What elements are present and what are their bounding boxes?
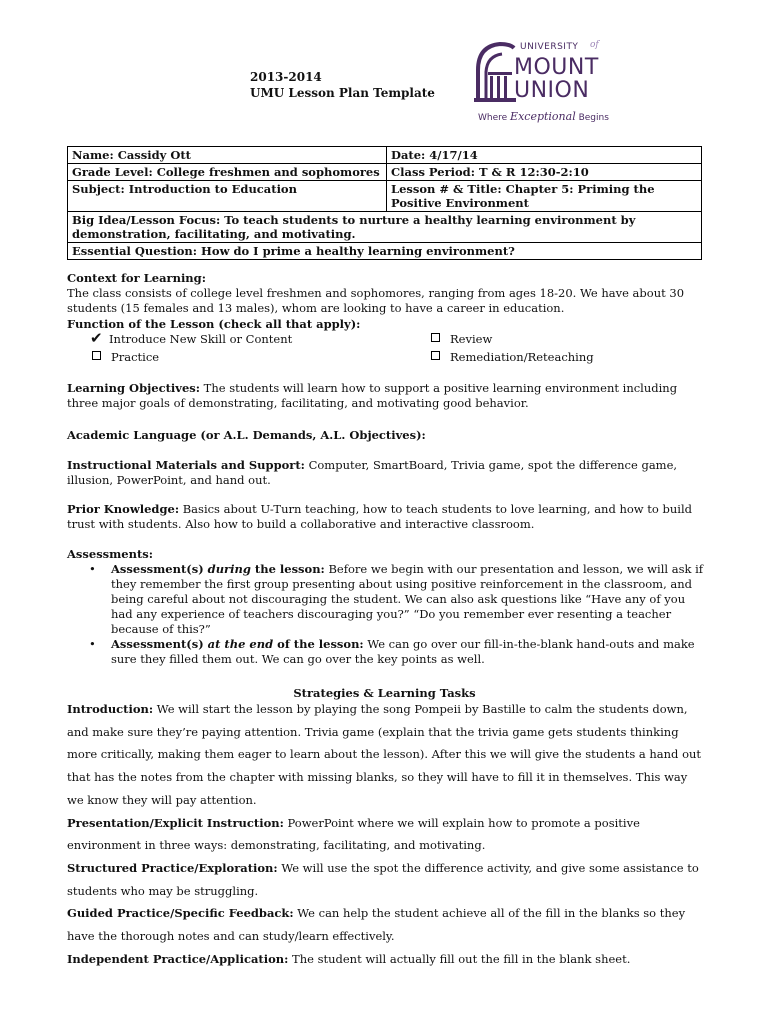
grade-cell: Grade Level: College freshmen and sophomores: [68, 164, 387, 181]
tagline-post: Begins: [575, 113, 609, 123]
function-option-practice[interactable]: [92, 350, 159, 365]
materials-section: [67, 458, 707, 488]
assessments-heading: Assessments:: [67, 547, 154, 561]
assessment-label-em: during: [207, 562, 251, 576]
function-option-review[interactable]: [431, 332, 492, 347]
function-heading: Function of the Lesson (check all that apply):: [67, 317, 361, 331]
assessments-list: [67, 562, 707, 667]
strategy-heading: Introduction:: [67, 702, 154, 716]
dome-building-icon: [470, 40, 520, 110]
assessments-section: [67, 547, 707, 667]
assessment-item-during: [67, 562, 707, 637]
document-title: UMU Lesson Plan Template: [250, 86, 435, 100]
name-cell: Name: Cassidy Ott: [68, 147, 387, 164]
university-logo: [470, 38, 620, 130]
strategy-heading: Independent Practice/Application:: [67, 951, 289, 966]
assessment-label-pre: Assessment(s): [111, 562, 208, 576]
strategy-introduction: [67, 698, 707, 812]
context-heading: Context for Learning:: [67, 271, 206, 285]
context-section: [67, 271, 707, 316]
function-option-label: Remediation/Reteaching: [450, 350, 594, 364]
assessment-label: [111, 637, 364, 651]
assessment-text: Before we begin with our presentation and lesson, we will ask if they remember the first group presenting about using positive reinforcement in the classroom, and being careful about not discouraging the student. We can also ask questions like “Have any of you had any experience of teachers discouraging you?” “Do you remember ever resenting a teacher because of this?”: [111, 562, 704, 636]
info-row: [68, 147, 702, 164]
prior-knowledge-text: Basics about U-Turn teaching, how to teach students to love learning, and how to build trust with students. Also how to build a collaborative and interactive classroom.: [67, 502, 692, 531]
strategy-text: We will start the lesson by playing the song Pompeii by Bastille to calm the students down, and make sure they’re paying attention. Trivia game (explain that the trivia game gets students thinking more critically, making them eager to learn about the lesson). After this we will give the students a hand out that has the notes from the chapter with missing blanks, so they will have to fill it in themselves. This way we know they will pay attention.: [67, 702, 702, 807]
strategy-heading: Structured Practice/Exploration:: [67, 860, 278, 875]
function-option-introduce[interactable]: [90, 329, 293, 347]
lesson-info-table: [67, 146, 702, 260]
logo-mount-text: MOUNT: [514, 55, 599, 80]
logo-union-text: UNION: [514, 78, 590, 103]
tagline-emphasis: Exceptional: [510, 110, 576, 123]
assessment-label-em: at the end: [207, 637, 274, 651]
strategy-text: PowerPoint where we will explain how to promote a positive environment in three ways: demonstrating, facilitating, and motivating.: [67, 815, 640, 853]
assessment-item-end: [67, 637, 707, 667]
prior-knowledge-section: [67, 502, 707, 532]
strategy-structured-practice: [67, 857, 707, 902]
school-year: 2013-2014: [250, 70, 322, 84]
strategy-text: We will use the spot the difference activity, and give some assistance to students who may be struggling.: [67, 860, 699, 898]
context-text: The class consists of college level freshmen and sophomores, ranging from ages 18-20. We have about 30 students (15 females and 13 males), whom are looking to have a career in education.: [67, 286, 685, 315]
strategy-text: We can help the student achieve all of the fill in the blanks so they have the thorough notes and can study/learn effectively.: [67, 906, 686, 944]
logo-tagline: [478, 110, 609, 123]
tagline-pre: Where: [478, 113, 511, 123]
objectives-section: [67, 381, 707, 411]
prior-knowledge-heading: Prior Knowledge:: [67, 502, 180, 516]
info-row: [68, 164, 702, 181]
checkbox-icon: [431, 333, 440, 342]
assessment-label-pre: Assessment(s): [111, 637, 208, 651]
academic-language-heading: Academic Language (or A.L. Demands, A.L. Objectives):: [67, 428, 426, 442]
strategies-section: [67, 698, 707, 970]
strategy-text: The student will actually fill out the fill in the blank sheet.: [288, 951, 631, 966]
function-option-label: Introduce New Skill or Content: [109, 332, 293, 346]
checkbox-icon: [431, 351, 440, 360]
big-idea-cell: Big Idea/Lesson Focus: To teach students to nurture a healthy learning environment by demonstration, facilitating, and motivating.: [68, 212, 702, 243]
logo-university-text: UNIVERSITY: [520, 42, 579, 52]
strategy-independent-practice: [67, 948, 707, 971]
function-option-label: Review: [450, 332, 493, 346]
checkbox-icon: [92, 351, 101, 360]
strategy-presentation: [67, 812, 707, 857]
strategy-heading: Guided Practice/Specific Feedback:: [67, 906, 294, 921]
objectives-heading: Learning Objectives:: [67, 381, 200, 395]
info-row: [68, 212, 702, 243]
checked-box-icon: ✔: [90, 329, 103, 347]
function-option-label: Practice: [111, 350, 160, 364]
subject-cell: Subject: Introduction to Education: [68, 181, 387, 212]
assessment-label-post: of the lesson:: [273, 637, 364, 651]
lesson-title-cell: Lesson # & Title: Chapter 5: Priming the Positive Environment: [387, 181, 702, 212]
materials-heading: Instructional Materials and Support:: [67, 458, 305, 472]
logo-of-text: of: [590, 40, 599, 50]
function-option-remediation[interactable]: [431, 350, 594, 365]
assessment-label: [111, 562, 325, 576]
strategies-title: Strategies & Learning Tasks: [293, 686, 476, 700]
objectives-text: The students will learn how to support a positive learning environment including three major goals of demonstrating, facilitating, and motivating good behavior.: [67, 381, 678, 410]
assessment-text: We can go over our fill-in-the-blank hand-outs and make sure they filled them out. We can go over the key points as well.: [111, 637, 695, 666]
date-cell: Date: 4/17/14: [387, 147, 702, 164]
assessment-label-post: the lesson:: [250, 562, 325, 576]
strategy-heading: Presentation/Explicit Instruction:: [67, 815, 284, 830]
materials-text: Computer, SmartBoard, Trivia game, spot the difference game, illusion, PowerPoint, and hand out.: [67, 458, 678, 487]
strategy-guided-practice: [67, 902, 707, 947]
info-row: [68, 181, 702, 212]
info-row: [68, 243, 702, 260]
period-cell: Class Period: T & R 12:30-2:10: [387, 164, 702, 181]
essential-question-cell: Essential Question: How do I prime a healthy learning environment?: [68, 243, 702, 260]
